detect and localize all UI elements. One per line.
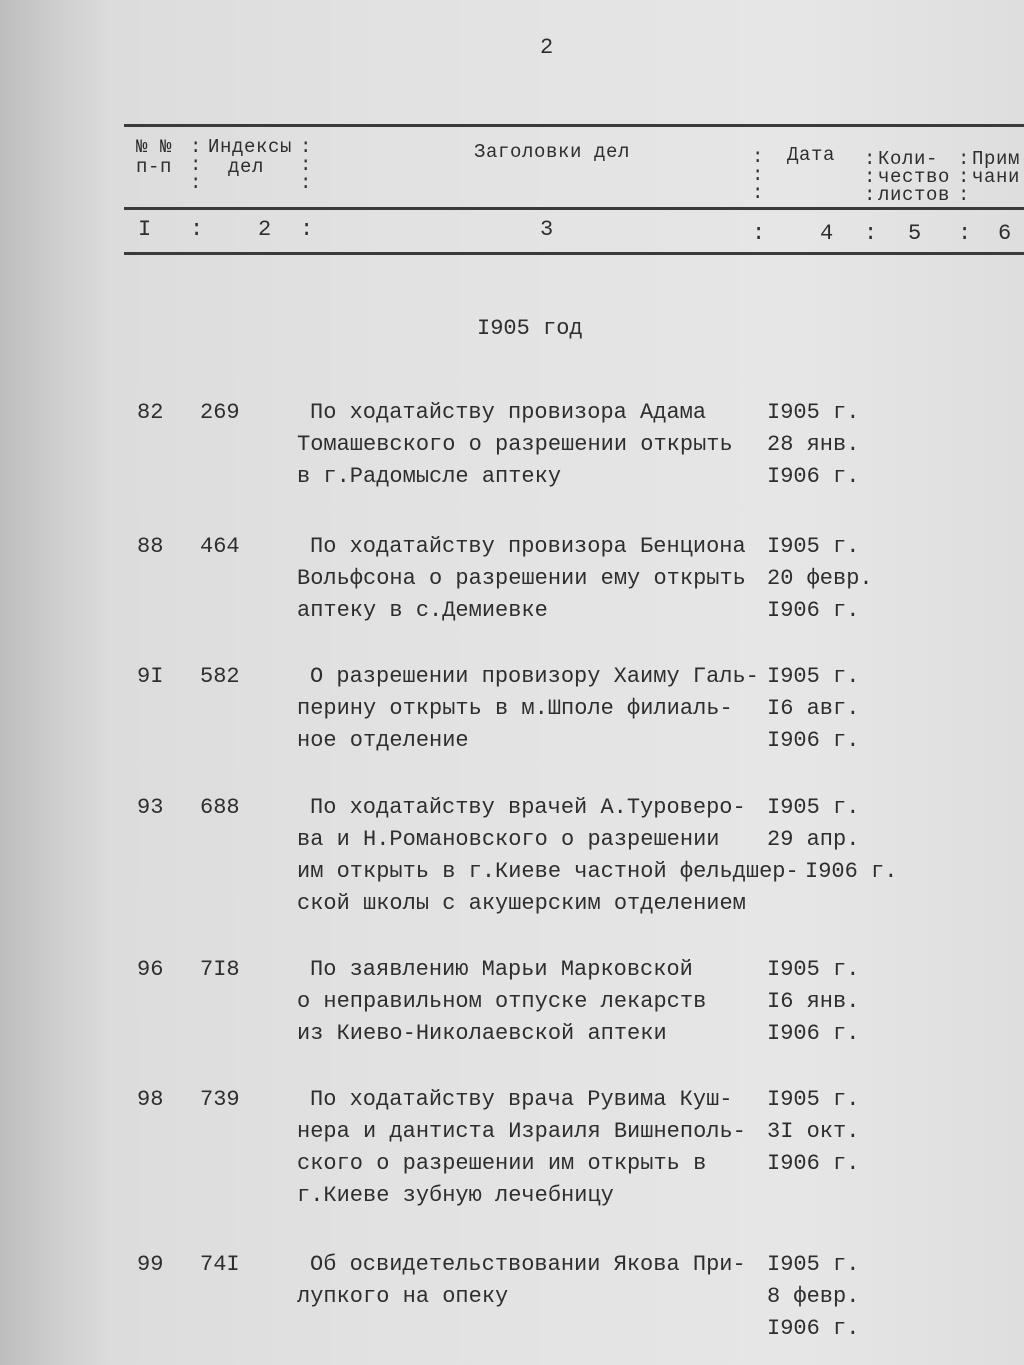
entry-date-line: I906 г. — [767, 1316, 860, 1341]
entry-title-line: Томашевского о разрешении открыть — [297, 432, 733, 457]
entry-date-line: 20 февр. — [767, 566, 873, 591]
entry-index: 74I — [200, 1252, 240, 1277]
header-col2-line1: Индексы — [208, 136, 293, 158]
header-col1-line2: п-п — [136, 156, 173, 178]
entry-title-line: о неправильном отпуске лекарств — [297, 989, 707, 1014]
entry-index: 688 — [200, 795, 240, 820]
header-sep: : : : — [864, 148, 877, 206]
entry-title-line: в г.Радомысле аптеку — [297, 464, 562, 489]
entry-title-line: нера и дантиста Израиля Вишнеполь- — [297, 1119, 746, 1144]
entry-date-line: 29 апр. — [767, 827, 860, 852]
entry-index: 7I8 — [200, 957, 240, 982]
entry-title-line: им открыть в г.Киеве частной фельдшер- — [297, 859, 799, 884]
col-sep: : — [864, 221, 878, 246]
entry-date-line: 8 февр. — [767, 1284, 860, 1309]
entry-index: 269 — [200, 400, 240, 425]
entry-date-line: 28 янв. — [767, 432, 860, 457]
table-bottom-rule — [124, 252, 1024, 255]
entry-number: 98 — [137, 1087, 164, 1112]
entry-index: 464 — [200, 534, 240, 559]
header-col1-line1: № № — [136, 136, 173, 158]
col-number-1: I — [138, 217, 152, 242]
entry-title-line: По ходатайству врачей А.Туроверо- — [310, 795, 746, 820]
entry-title-line: По ходатайству врача Рувима Куш- — [310, 1087, 733, 1112]
entry-title-line: О разрешении провизору Хаиму Галь- — [310, 664, 759, 689]
header-sep: : : : — [300, 136, 313, 194]
entry-title-line: Вольфсона о разрешении ему открыть — [297, 566, 746, 591]
col-sep: : — [958, 221, 972, 246]
entry-title-line: ского о разрешении им открыть в — [297, 1151, 707, 1176]
entry-title-line: г.Киеве зубную лечебницу — [297, 1183, 614, 1208]
entry-title-line: ской школы с акушерским отделением — [297, 891, 746, 916]
entry-number: 82 — [137, 400, 164, 425]
entry-number: 96 — [137, 957, 164, 982]
col-number-5: 5 — [908, 221, 922, 246]
entry-title-line: По заявлению Марьи Марковской — [310, 957, 693, 982]
entry-date-line: I906 г. — [805, 859, 898, 884]
entry-title-line: По ходатайству провизора Адама — [310, 400, 707, 425]
entry-number: 9I — [137, 664, 164, 689]
entry-date-line: I6 авг. — [767, 696, 860, 721]
header-col2-line2: дел — [228, 156, 265, 178]
section-title: I905 год — [477, 316, 583, 341]
col-number-6: 6 — [998, 221, 1012, 246]
entry-date-line: I905 г. — [767, 957, 860, 982]
header-col5-line3: листов — [878, 184, 951, 206]
entry-date-line: I905 г. — [767, 534, 860, 559]
entry-date-line: I906 г. — [767, 728, 860, 753]
header-col5-line2: чество — [878, 166, 951, 188]
entry-number: 88 — [137, 534, 164, 559]
col-number-3: 3 — [540, 217, 554, 242]
entry-date-line: 3I окт. — [767, 1119, 860, 1144]
entry-date-line: I6 янв. — [767, 989, 860, 1014]
entry-title-line: из Киево-Николаевской аптеки — [297, 1021, 667, 1046]
entry-date-line: I905 г. — [767, 664, 860, 689]
header-col6-line1: Прим — [972, 148, 1021, 170]
header-col3: Заголовки дел — [474, 141, 631, 163]
entry-title-line: ное отделение — [297, 728, 469, 753]
header-col6-line2: чани — [972, 166, 1021, 188]
col-sep: : — [190, 217, 204, 242]
table-top-rule — [124, 124, 1024, 127]
header-sep: : : : — [958, 148, 971, 206]
entry-date-line: I905 г. — [767, 1252, 860, 1277]
col-sep: : — [752, 221, 766, 246]
col-sep: : — [300, 217, 314, 242]
entry-number: 99 — [137, 1252, 164, 1277]
entry-title-line: ва и Н.Романовского о разрешении — [297, 827, 720, 852]
table-header-rule — [124, 207, 1024, 210]
header-sep: : : : — [190, 136, 203, 194]
entry-date-line: I905 г. — [767, 795, 860, 820]
entry-date-line: I906 г. — [767, 598, 860, 623]
entry-index: 739 — [200, 1087, 240, 1112]
entry-title-line: перину открыть в м.Шполе филиаль- — [297, 696, 733, 721]
entry-title-line: По ходатайству провизора Бенциона — [310, 534, 746, 559]
entry-date-line: I906 г. — [767, 1021, 860, 1046]
header-sep: : : : — [752, 146, 765, 204]
header-col4: Дата — [787, 144, 836, 166]
entry-date-line: I905 г. — [767, 1087, 860, 1112]
col-number-2: 2 — [258, 217, 272, 242]
entry-title-line: лупкого на опеку — [297, 1284, 509, 1309]
entry-date-line: I906 г. — [767, 1151, 860, 1176]
entry-date-line: I906 г. — [767, 464, 860, 489]
entry-number: 93 — [137, 795, 164, 820]
col-number-4: 4 — [820, 221, 834, 246]
entry-index: 582 — [200, 664, 240, 689]
entry-title-line: Об освидетельствовании Якова При- — [310, 1252, 746, 1277]
page-number: 2 — [540, 35, 554, 60]
entry-date-line: I905 г. — [767, 400, 860, 425]
entry-title-line: аптеку в с.Демиевке — [297, 598, 548, 623]
header-col5-line1: Коли- — [878, 148, 939, 170]
